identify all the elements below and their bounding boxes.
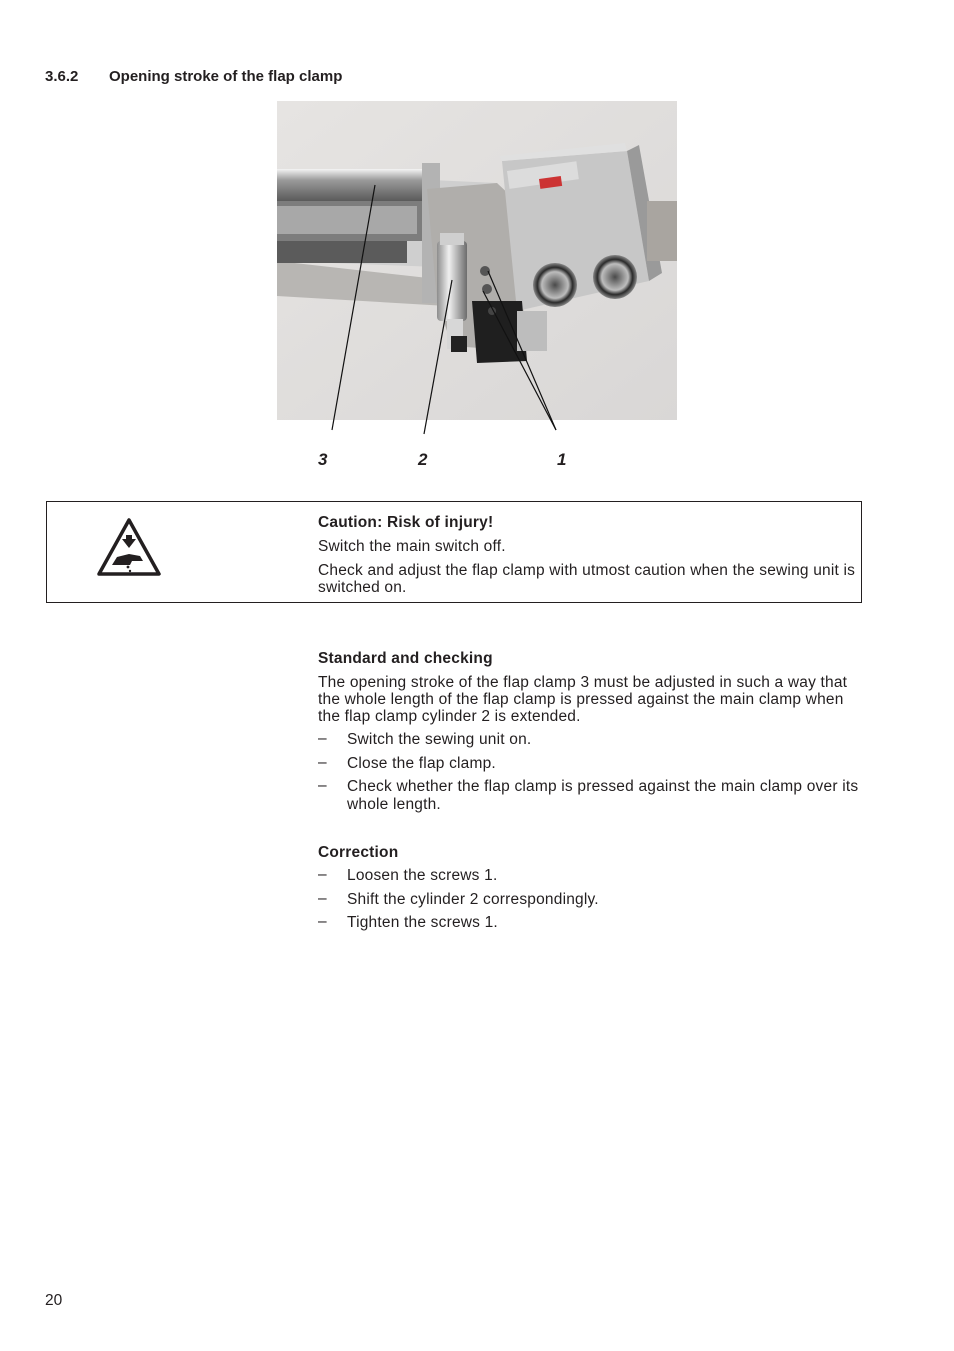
page-number: 20: [45, 1292, 63, 1309]
callout-2: 2: [418, 450, 428, 469]
callout-3: 3: [318, 450, 328, 469]
section-title: Opening stroke of the flap clamp: [109, 68, 343, 85]
caution-line-2: Check and adjust the flap clamp with utmost caution when the sewing unit is switched on.: [318, 562, 856, 596]
correction-step-1: Loosen the screws 1.: [347, 867, 498, 884]
machine-photo: [277, 101, 677, 420]
standard-heading: Standard and checking: [318, 650, 493, 667]
list-bullet: –: [318, 913, 327, 930]
correction-step-2: Shift the cylinder 2 correspondingly.: [347, 891, 599, 908]
standard-step-3: Check whether the flap clamp is pressed against the main clamp over its whole length.: [347, 778, 859, 813]
hand-injury-warning-icon: [96, 517, 162, 577]
list-bullet: –: [318, 890, 327, 907]
callout-1: 1: [557, 450, 567, 469]
correction-heading: Correction: [318, 844, 399, 861]
standard-step-1: Switch the sewing unit on.: [347, 731, 532, 748]
standard-paragraph: The opening stroke of the flap clamp 3 must be adjusted in such a way that the whole length of the flap clamp is pressed against the main clamp when the flap clamp cylinder 2 is extended.: [318, 674, 848, 725]
correction-step-3: Tighten the screws 1.: [347, 914, 498, 931]
caution-line-1: Switch the main switch off.: [318, 538, 506, 555]
standard-step-2: Close the flap clamp.: [347, 755, 496, 772]
list-bullet: –: [318, 754, 327, 771]
list-bullet: –: [318, 866, 327, 883]
caution-title: Caution: Risk of injury!: [318, 514, 494, 531]
list-bullet: –: [318, 777, 327, 794]
section-number: 3.6.2: [45, 68, 79, 85]
list-bullet: –: [318, 730, 327, 747]
